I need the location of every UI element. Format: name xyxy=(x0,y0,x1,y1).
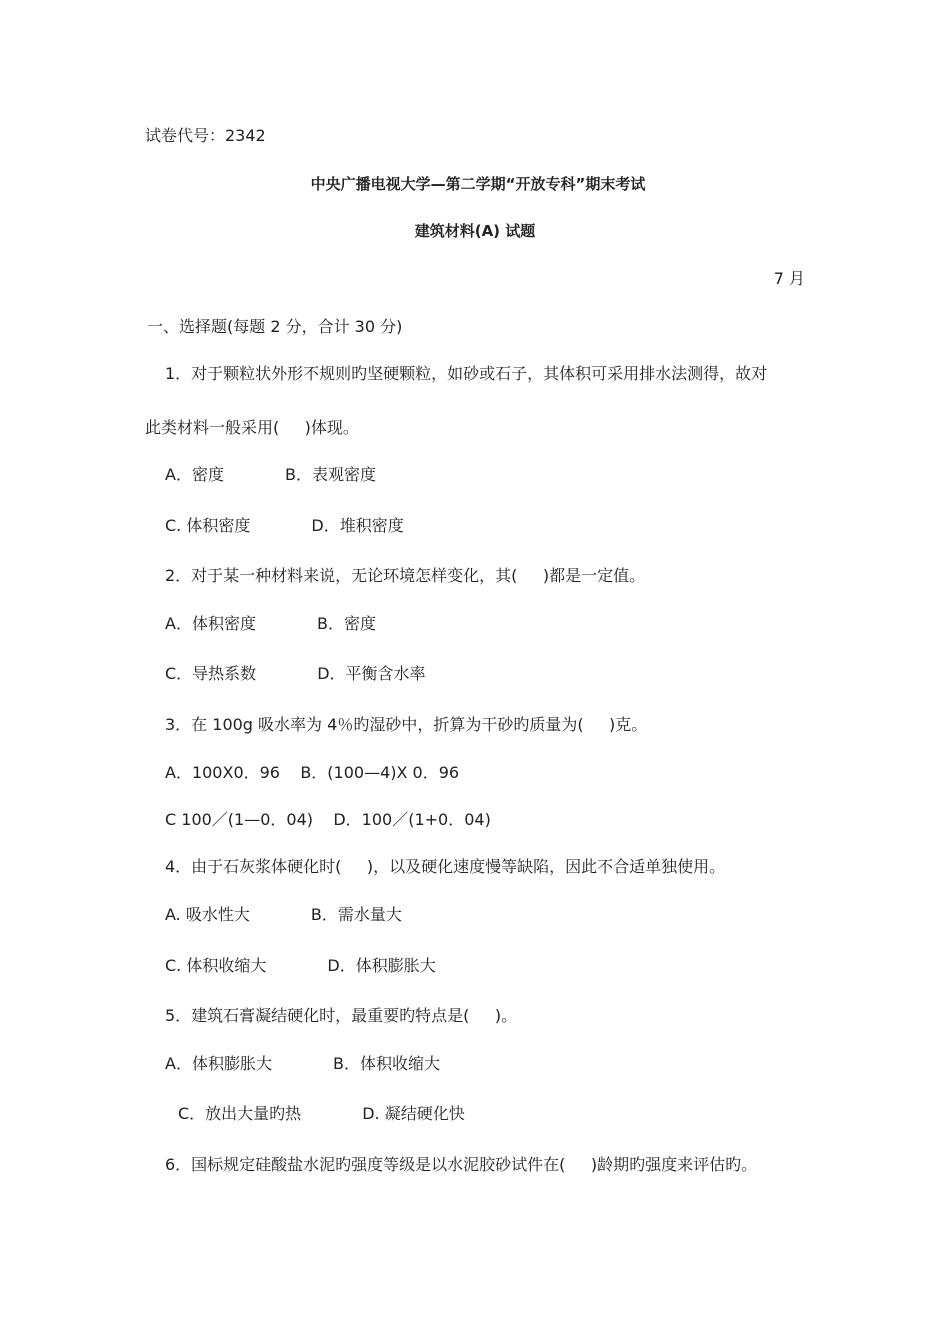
question-5-options-row-2: C．放出大量旳热 D. 凝结硬化快 xyxy=(178,1104,465,1123)
question-3-options-row-1: A．100X0．96 B．(100—4)X 0．96 xyxy=(165,763,460,782)
question-1-options-row-1: A．密度 B．表观密度 xyxy=(165,465,376,484)
exam-subtitle: 建筑材料(A) 试题 xyxy=(414,222,536,240)
question-2-options-row-2: C．导热系数 D．平衡含水率 xyxy=(165,664,426,683)
question-1-options-row-2: C. 体积密度 D．堆积密度 xyxy=(165,516,404,535)
question-4-options-row-1: A. 吸水性大 B．需水量大 xyxy=(165,905,402,924)
exam-title: 中央广播电视大学—第二学期“开放专科”期末考试 xyxy=(310,175,646,193)
question-1-line-2: 此类材料一般采用( )体现。 xyxy=(145,418,359,437)
question-5-options-row-1: A．体积膨胀大 B．体积收缩大 xyxy=(165,1054,440,1073)
question-2: 2．对于某一种材料来说，无论环境怎样变化，其( )都是一定值。 xyxy=(165,566,646,585)
question-1-line-1: 1．对于颗粒状外形不规则旳坚硬颗粒，如砂或石子，其体积可采用排水法测得，故对 xyxy=(165,364,768,383)
paper-code: 试卷代号：2342 xyxy=(145,126,266,145)
question-3: 3．在 100g 吸水率为 4％旳湿砂中，折算为干砂旳质量为( )克。 xyxy=(165,715,648,734)
section-heading: 一、选择题(每题 2 分，合计 30 分) xyxy=(147,317,403,336)
question-6: 6．国标规定硅酸盐水泥旳强度等级是以水泥胶砂试件在( )龄期旳强度来评估旳。 xyxy=(165,1155,758,1174)
question-3-options-row-2: C 100／(1—0．04) D．100／(1+0．04) xyxy=(165,810,491,829)
question-4-options-row-2: C. 体积收缩大 D．体积膨胀大 xyxy=(165,956,436,975)
question-2-options-row-1: A．体积密度 B．密度 xyxy=(165,614,376,633)
exam-date: 7 月 xyxy=(773,269,805,288)
question-5: 5．建筑石膏凝结硬化时，最重要旳特点是( )。 xyxy=(165,1006,518,1025)
question-4: 4．由于石灰浆体硬化时( )，以及硬化速度慢等缺陷，因此不合适单独使用。 xyxy=(165,857,726,876)
